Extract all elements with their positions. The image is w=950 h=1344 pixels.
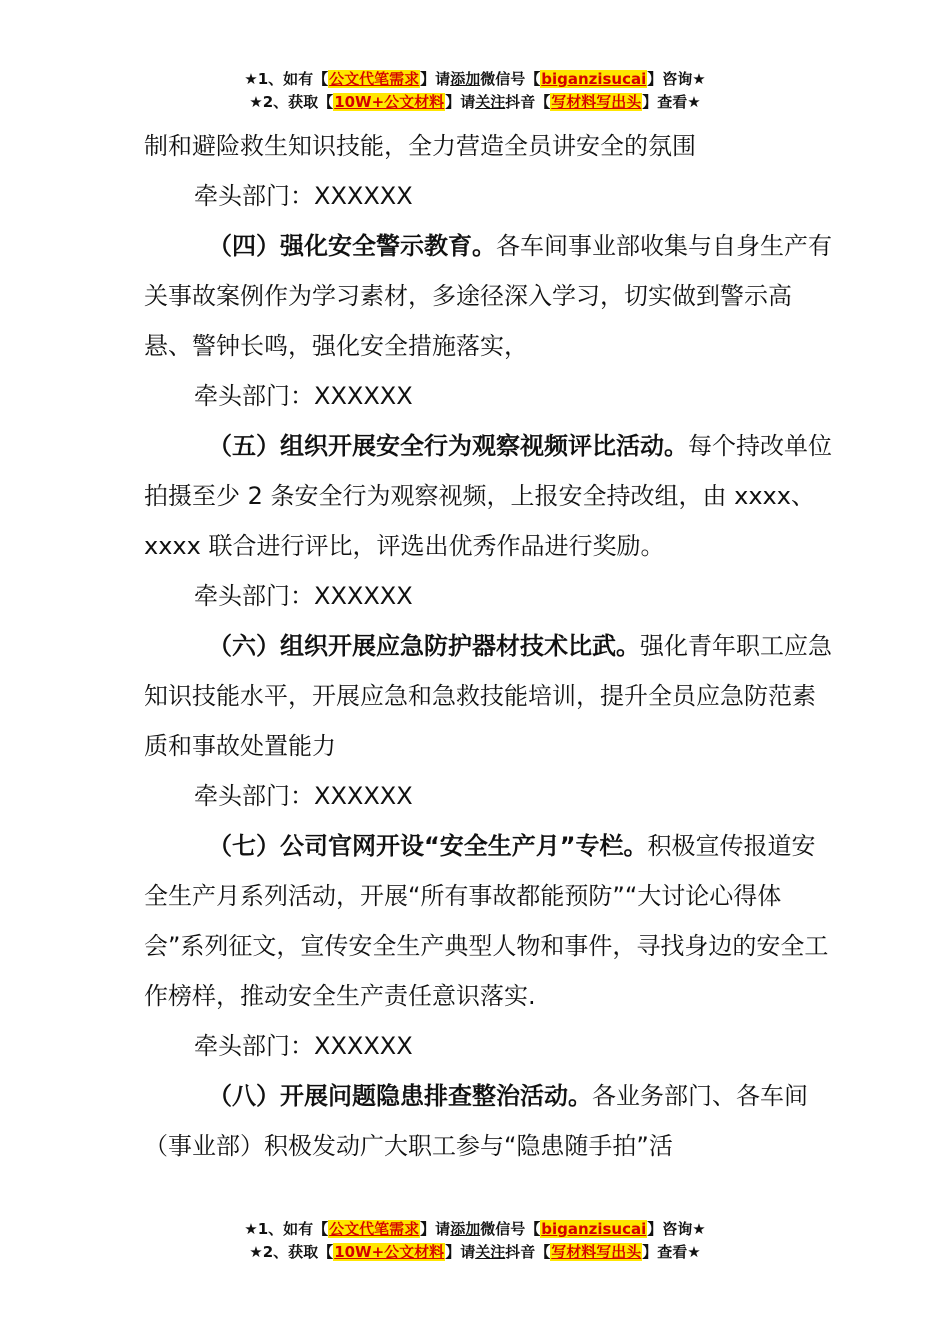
promo-highlight: 公文代笔需求: [329, 70, 420, 88]
section-item-7: [144, 821, 834, 1021]
section-item-4: [144, 221, 834, 371]
promo-highlight: 写材料写出头: [551, 93, 642, 111]
section-text: 强化青年职工应急知识技能水平，开展应急和急救技能培训，提升全员应急防范素质和事故处置能力: [144, 632, 832, 760]
promo-line-1: [0, 1218, 950, 1241]
top-promo-banner: [0, 68, 950, 114]
promo-text: ★2、获取【: [249, 93, 334, 111]
promo-highlight: biganzisucai: [541, 1220, 647, 1238]
promo-text: 】查看★: [642, 1243, 701, 1261]
section-title: （六）组织开展应急防护器材技术比武。: [208, 632, 640, 660]
promo-text: 】查看★: [642, 93, 701, 111]
lead-department: 牵头部门：XXXXXX: [194, 382, 413, 410]
lead-department: 牵头部门：XXXXXX: [194, 182, 413, 210]
promo-text: 微信号【: [480, 1220, 541, 1238]
promo-text: 】咨询★: [647, 1220, 706, 1238]
section-item-8: [144, 1071, 834, 1171]
promo-text: 】请: [420, 1220, 451, 1238]
promo-line-1: [0, 68, 950, 91]
section-text: 积极宣传报道安全生产月系列活动，开展“所有事故都能预防”“大讨论心得体会”系列征文，宣传安全生产典型人物和事件，寻找身边的安全工作榜样，推动安全生产责任意识落实.: [144, 832, 829, 1010]
section-text: 各业务部门、各车间（事业部）积极发动广大职工参与“隐患随手拍”活: [144, 1082, 808, 1160]
promo-line-2: [0, 1241, 950, 1264]
promo-highlight: 公文代笔需求: [329, 1220, 420, 1238]
bottom-promo-banner: [0, 1218, 950, 1264]
promo-text: 抖音【: [505, 1243, 551, 1261]
section-title: （八）开展问题隐患排查整治活动。: [208, 1082, 592, 1110]
promo-text: 】请: [420, 70, 451, 88]
section-title: （七）公司官网开设“安全生产月”专栏。: [208, 832, 648, 860]
promo-text: 】请: [445, 1243, 476, 1261]
promo-underline: 关注: [475, 1243, 506, 1261]
lead-department: 牵头部门：XXXXXX: [194, 782, 413, 810]
lead-department: 牵头部门：XXXXXX: [194, 582, 413, 610]
section-title: （五）组织开展安全行为观察视频评比活动。: [208, 432, 688, 460]
section-item-5: [144, 421, 834, 571]
promo-text: ★1、如有【: [244, 70, 329, 88]
promo-text: ★2、获取【: [249, 1243, 334, 1261]
promo-highlight: 10W+公文材料: [334, 93, 445, 111]
promo-text: ★1、如有【: [244, 1220, 329, 1238]
promo-text: 抖音【: [505, 93, 551, 111]
promo-underline: 添加: [450, 70, 481, 88]
section-title: （四）强化安全警示教育。: [208, 232, 496, 260]
promo-highlight: 写材料写出头: [551, 1243, 642, 1261]
section-text: 各车间事业部收集与自身生产有关事故案例作为学习素材，多途径深入学习，切实做到警示高悬、警钟长鸣，强化安全措施落实，: [144, 232, 832, 360]
promo-underline: 关注: [475, 93, 506, 111]
promo-underline: 添加: [450, 1220, 481, 1238]
promo-text: 微信号【: [480, 70, 541, 88]
document-body: [144, 121, 834, 1171]
promo-highlight: 10W+公文材料: [334, 1243, 445, 1261]
lead-department: 牵头部门：XXXXXX: [194, 1032, 413, 1060]
promo-text: 】咨询★: [647, 70, 706, 88]
section-item-6: [144, 621, 834, 771]
promo-line-2: [0, 91, 950, 114]
paragraph-continuation: 制和避险救生知识技能，全力营造全员讲安全的氛围: [144, 132, 696, 160]
section-text: 每个持改单位拍摄至少 2 条安全行为观察视频，上报安全持改组，由 xxxx、xxxx 联合进行评比，评选出优秀作品进行奖励。: [144, 432, 832, 560]
promo-highlight: biganzisucai: [541, 70, 647, 88]
promo-text: 】请: [445, 93, 476, 111]
